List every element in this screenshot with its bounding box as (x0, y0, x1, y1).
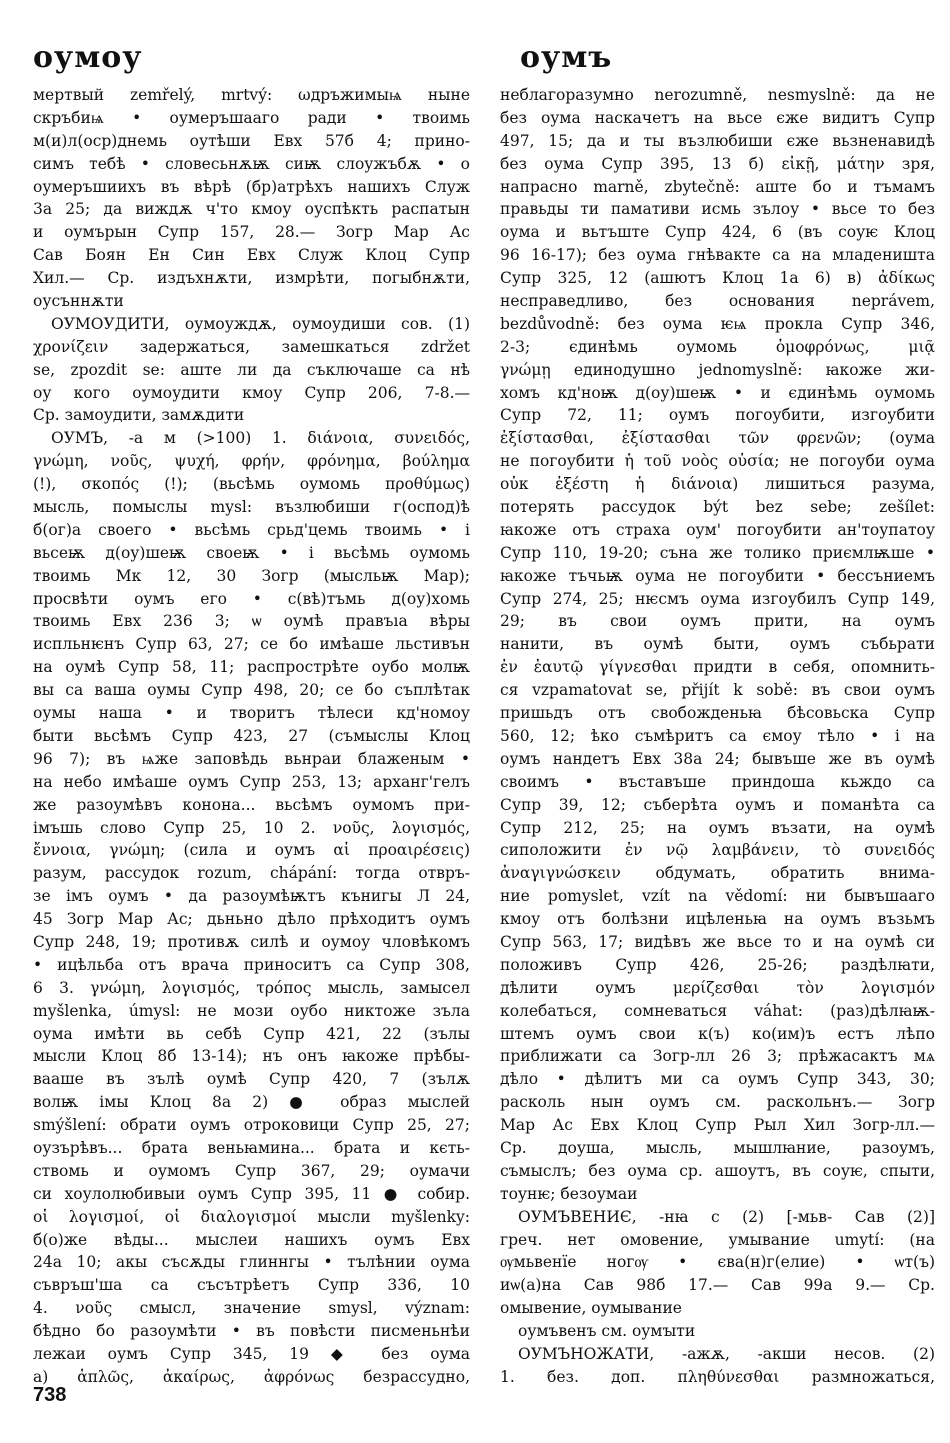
text-line: ἔννοια, γνώμη; (сила и оумъ αἱ προαιρέσεις) (33, 841, 470, 860)
text-line: • ицѣльба отъ врача приноситъ са Супр 308, (33, 955, 470, 974)
text-line: мысли Клоц 8б 13-14); нъ онъ ꙗкоже прѣбы- (33, 1047, 470, 1066)
text-line: ся vzpamatovat se, přijít k sobě: въ свои оумъ (500, 681, 935, 700)
text-line: бѣдно бо разоумѣти • въ повѣсти писменьнѣи (33, 1322, 470, 1341)
text-line: неблагоразумно nerozumně, nesmyslně: да не (500, 86, 935, 104)
text-line: Супр 563, 17; видѣвъ же вьсе то и на оумѣ си (500, 932, 935, 951)
text-line: ἐν ἑαυτῷ γίγνεσθαι придти в себя, опомнить- (500, 658, 935, 677)
text-line: γνώμῃ единодушно jednomyslně: ꙗкоже жи- (500, 360, 935, 379)
text-line: імъшь слово Супр 25, 10 2. νοῦς, λογισμός, (33, 818, 470, 837)
text-line: 96 16-17); без оума гнѣвакте са на младеништа (500, 246, 935, 265)
text-line: 2-3; єдинѣмь оумомь ὁμοφρόνως, μιᾷ (500, 337, 935, 356)
text-line: оумы наша • и творитъ тѣлеси кд'номоу (33, 704, 470, 723)
text-line: дѣлити оумъ μερίζεσθαι τὸν λογισμόν (500, 978, 935, 997)
text-line: Супр 39, 12; съберѣта оумъ и поманѣта са (500, 795, 935, 814)
text-line: оузърѣвъ... брата веньꙗмина... брата и кєть- (33, 1138, 470, 1157)
text-line: хомъ кд'ноѭ д(оу)шеѭ • и єдинѣмь оумомь (500, 383, 935, 402)
text-line: лежаи оумъ Супр 345, 19 ◆ без оума (33, 1344, 470, 1363)
text-line: 4. νοῦς смысл, значение smysl, význam: (33, 1299, 470, 1318)
text-line: ἐξίστασθαι, ἐξίστασθαι τῶν φρενῶν; (оума (500, 429, 935, 448)
text-line: оусъннѫти (33, 292, 124, 311)
text-line: а) ἁπλῶς, ἀκαίρως, ἀφρόνως безрассудно, (33, 1367, 470, 1386)
page-number: 738 (33, 1384, 67, 1406)
text-line: вааше въ зълѣ оумѣ Супр 420, 7 (зълѫ (33, 1070, 470, 1089)
text-line: на оумѣ Супр 58, 11; распрострѣте оубо молѭ (33, 658, 470, 677)
text-line: просвѣти оумъ его • с(вѣ)тъмь д(оу)хомь (33, 589, 470, 608)
text-line: Супр 274, 25; нѥсмъ оума изгоубилъ Супр 149, (500, 589, 935, 608)
text-line: быти вьсѣмъ Супр 423, 27 (съмыслы Клоц (33, 726, 470, 745)
text-line: 497, 15; да и ты възлюбиши єже вьзненавидѣ (500, 131, 935, 150)
text-line: оума имѣти вь себѣ Супр 421, 22 (зълы (33, 1024, 470, 1043)
text-line: дѣло • дѣлитъ ми са оумъ Супр 343, 30; (500, 1070, 935, 1089)
text-line: ОУМЪ, -а м (>100) 1. διάνοια, συνειδός, (51, 429, 470, 448)
text-line: расколь нын оумъ см. раскольнъ.— Зогр (500, 1093, 935, 1112)
text-line: оума и вьтъште Супр 424, 6 (въ соуѥ Клоц (500, 223, 935, 242)
text-line: ОУМОУДИТИ, оумоуждѫ, оумоудиши сов. (1) (51, 314, 470, 333)
text-line: ОУМЪВЕНИЄ, -нꙗ с (2) [-мьв- Сав (2)] (518, 1207, 935, 1226)
text-line: 45 Зогр Мар Ас; дьньно дѣло прѣходитъ оумъ (33, 910, 470, 929)
text-line: γνώμη, νοῦς, ψυχή, φρήν, φρόνημα, βούλημα (33, 452, 470, 471)
text-line: Супр 110, 19-20; съна же толико приємлѭше • (500, 543, 935, 562)
text-line: потерять рассудок být bez sebe; zešílet: (500, 498, 935, 517)
text-line: вы са ваша оумы Супр 498, 20; се бо съплѣтак (33, 681, 470, 700)
text-line: ствомь и оумомъ Супр 367, 29; оумачи (33, 1161, 470, 1180)
text-line: Супр 248, 19; противѫ силѣ и оумоу чловѣкомъ (33, 932, 470, 951)
text-line: на небо имѣаше оумъ Супр 253, 13; арханг'гелъ (33, 772, 470, 791)
text-line: же разоумѣвъ конона... вьсѣмъ оумомъ при- (33, 795, 470, 814)
text-line: bezdůvodně: без оума ѥѩ прокла Супр 346, (500, 314, 935, 333)
text-line: 96 7); въ ѩже заповѣдь вьнраи блаженым • (33, 749, 470, 768)
text-line: испльнѥнъ Супр 63, 27; се бо имѣаше льстивън (33, 635, 470, 654)
text-line: Хил.— Ср. издъхнѫти, измрѣти, погыбнѫти, (33, 269, 470, 288)
running-header-right: оумъ (520, 40, 613, 75)
text-line: напрасно marně, zbytečně: аште бо и тъмамъ (500, 177, 935, 196)
text-line: б(ог)а своего • вьсѣмь срьд'цемь твоимь • і (33, 520, 470, 539)
text-line: оумъ нандетъ Евх 38а 24; бывъше же въ оумѣ (500, 749, 935, 768)
text-line: съвръш'ша са съсътрѣетъ Супр 336, 10 (33, 1276, 470, 1295)
text-line: съмыслъ; без оума ср. ашоутъ, въ соуѥ, спыти, (500, 1161, 935, 1180)
text-line: кмоу отъ болѣзни ицѣленьꙗ на оумъ възьмъ (500, 910, 935, 929)
text-line: приближати са Зогр-лл 26 3; прѣжасактъ мѧ (500, 1047, 935, 1066)
text-line: правьды ти памативи исмь зълоу • вьсе то без (500, 200, 935, 219)
text-line: колебаться, сомневаться váhat: (раз)дѣлꙗѭ- (500, 1001, 935, 1020)
text-line: ОУМЪНОЖАТИ, -ажѫ, -акши несов. (2) (518, 1344, 935, 1363)
text-line: ꙗкоже отъ страха оум' погоубити ан'тоупатоу (500, 520, 935, 539)
text-line: симъ тебѣ • словесьнѫѭ сиѭ слоужъбѫ • о (33, 154, 470, 173)
text-line: си хоулолюбивыи оумъ Супр 395, 11 ● собир. (33, 1184, 470, 1203)
text-line: 560, 12; ѣко съмѣритъ са ємоу тѣло • і на (500, 726, 935, 745)
text-line: волѭ імы Клоц 8а 2) ● образ мыслей (33, 1093, 470, 1112)
text-line: Сав Боян Ен Син Евх Служ Клоц Супр (33, 246, 470, 265)
text-line: твоимь Мк 12, 30 Зогр (мысльѭ Мар); (33, 566, 470, 585)
text-line: 24а 10; акы съсѫды глиннгы • тълѣнии оума (33, 1253, 470, 1272)
text-line: Супр 212, 25; на оумъ възати, на оумѣ (500, 818, 935, 837)
text-line: οὐκ ἐξέστη ἡ διάνοια) лишиться разума, (500, 475, 935, 494)
text-line: myšlenka, úmysl: не мози оубо никтоже зъла (33, 1001, 470, 1020)
text-line: зе імъ оумъ • да разоумѣѭтъ кънигы Л 24, (33, 887, 470, 906)
text-line: se, zpozdit se: аште ли да съключаше са нѣ (33, 360, 470, 379)
text-line: 3а 25; да виждѫ ч'то кмоу оуспѣкть распатын (33, 200, 470, 219)
text-line: несправедливо, без основания neprávem, (500, 292, 935, 311)
text-line: оумъвенъ см. оумꙑти (518, 1322, 696, 1341)
text-line: вьсеѭ д(оу)шеѭ своеѭ • і вьсѣмь оумомь (33, 543, 470, 562)
text-line: ние pomyslet, vzít na vědomí: ни бывъшааго (500, 887, 935, 906)
text-line: 29; въ свои оумъ прити, на оумъ (500, 612, 935, 631)
text-line: ꙗкоже тъчьѭ оума не погоубити • бессъниемъ (500, 566, 935, 585)
text-line: (!), σκοπός (!); (вьсѣмь оумомь προθύμως) (33, 475, 470, 494)
text-line: тоунѥ; безоумаи (500, 1184, 638, 1203)
right-column (500, 84, 935, 1389)
text-line: нанити, въ оумѣ быти, оумъ събьрати (500, 635, 935, 654)
text-line: Ср. доуша, мысль, мышлꙗние, разоумъ, (500, 1138, 935, 1157)
text-line: скръбиѩ • оумеръшааго ради • твоимь (33, 108, 470, 127)
text-line: без оума Супр 395, 13 б) εἰκῇ, μάτην зря, (500, 154, 935, 173)
running-header-left: оумоу (33, 40, 143, 75)
text-line: разум, рассудок rozum, chápání: тогда отвръ- (33, 864, 470, 883)
text-line: сиположити ἐν νῷ λαμβάνειν, τὸ συνειδός (500, 841, 935, 860)
text-line: твоимь Евх 236 3; ѡ оумѣ правъıа вѣры (33, 612, 470, 631)
text-line: пришьдъ отъ свобожденьꙗ бѣсовьска Супр (500, 704, 935, 723)
text-line: мертвый zemřelý, mrtvý: ωдръжимыѩ ныне (33, 86, 470, 104)
left-column (33, 84, 470, 1389)
text-line: Мар Ас Евх Клоц Супр Рыл Хил Зогр-лл.— (500, 1116, 935, 1135)
text-line: и оумърын Супр 157, 28.— Зогр Мар Ас (33, 223, 470, 242)
text-line: оумеръшиихъ въ вѣрѣ (бр)атрѣхъ нашихъ Служ (33, 177, 470, 196)
text-line: штемъ оумъ свои к(ъ) ко(им)ъ естъ лѣпо (500, 1024, 935, 1043)
text-line: ѹмьвенїе ногѹ • єва(н)г(елие) • ѡт(ъ) (500, 1253, 935, 1272)
text-line: не погоубити ἡ τοῦ νοὸς οὐσία; не погоуби оума (500, 452, 935, 471)
text-line: 1. без. доп. πληθύνεσθαι размножаться, (500, 1367, 935, 1386)
text-line: м(и)л(оср)днемь оутѣши Евх 57б 4; прино- (33, 131, 470, 150)
text-line: Супр 325, 12 (ашютъ Клоц 1а 6) в) ἀδίκως (500, 269, 935, 288)
text-line: Ср. замоудити, замѫдити (33, 406, 245, 425)
text-line: положивъ Супр 426, 25-26; раздѣлꙗти, (500, 955, 935, 974)
text-line: без оума наскачетъ на вьсе єже видитъ Супр (500, 108, 935, 127)
text-line: своимъ • въставъше приндоша кьждо са (500, 772, 935, 791)
text-line: smýšlení: обрати оумъ отроковици Супр 25, 27; (33, 1116, 470, 1135)
text-line: б(о)же вѣды... мыслеи нашихъ оумъ Евх (33, 1230, 470, 1249)
text-line: оу кого оумоудити кмоу Супр 206, 7-8.— (33, 383, 470, 402)
text-line: 6 3. γνώμη, λογισμός, τρόπος мысль, замысел (33, 978, 470, 997)
text-line: ἀναγιγνώσκειν обдумать, обратить внима- (500, 864, 935, 883)
text-line: χρονίζειν задержаться, замешкаться zdržet (33, 337, 470, 356)
text-line: мысль, помыслы mysl: възлюбиши г(оспод)ѣ (33, 498, 470, 517)
text-line: греч. нет омовение, умывание umytí: (на (500, 1230, 935, 1249)
text-line: Супр 72, 11; оумъ погоубити, изгоубити (500, 406, 935, 425)
text-line: омывение, оумывание (500, 1299, 682, 1318)
text-line: οἱ λογισμοί, οἱ διαλογισμοί мысли myšlenky: (33, 1207, 470, 1226)
text-line: иѡ(а)на Сав 98б 17.— Сав 99а 9.— Ср. (500, 1276, 935, 1295)
